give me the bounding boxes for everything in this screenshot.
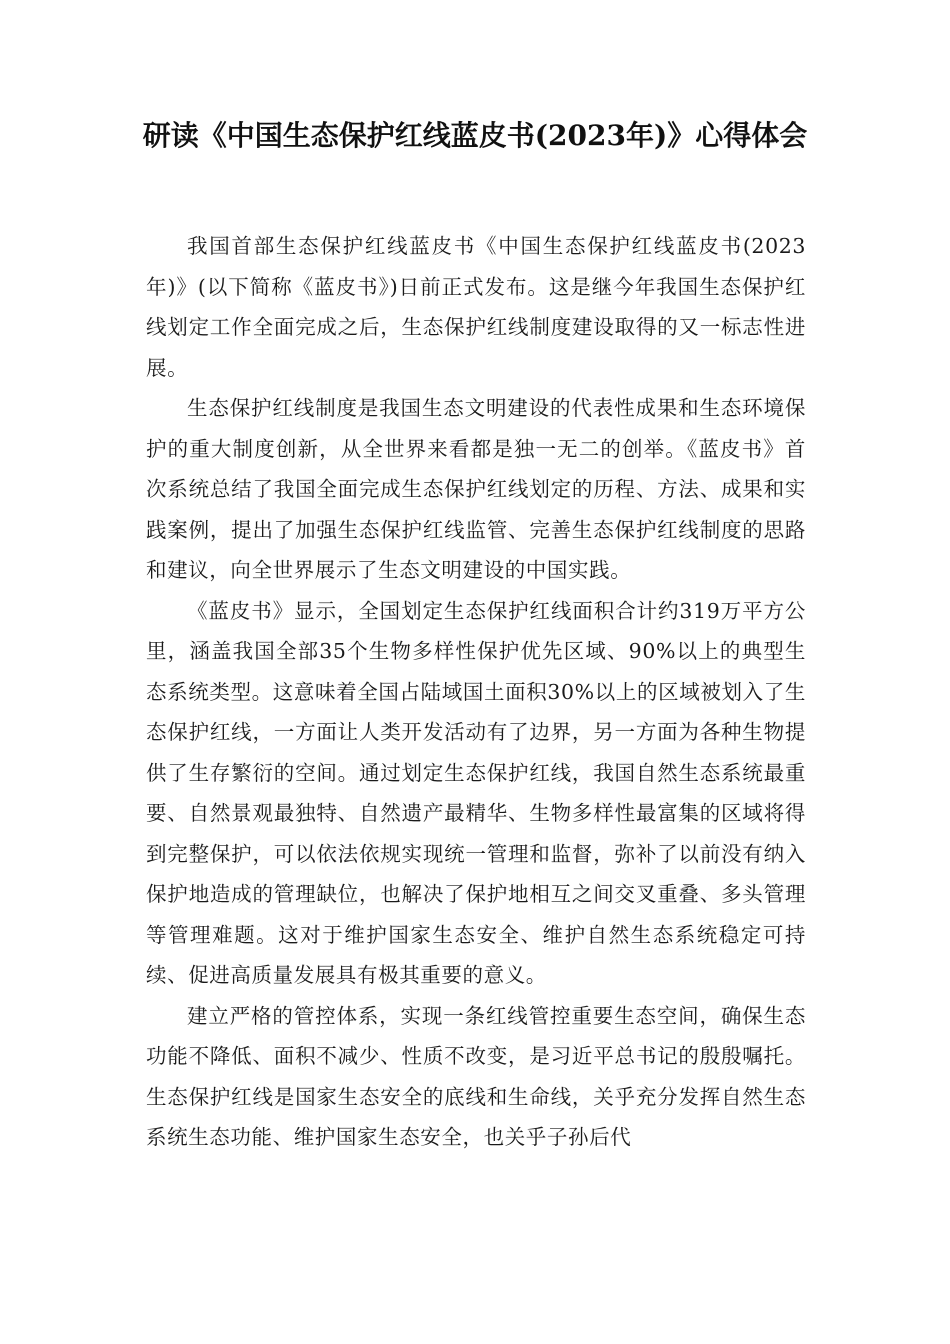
document-title: 研读《中国生态保护红线蓝皮书(2023年)》心得体会 bbox=[142, 119, 808, 152]
document-body bbox=[146, 226, 806, 1158]
paragraph-1: 我国首部生态保护红线蓝皮书《中国生态保护红线蓝皮书(2023年)》(以下简称《蓝皮书》)日前正式发布。这是继今年我国生态保护红线划定工作全面完成之后，生态保护红线制度建设取得的又一标志性进展。 bbox=[146, 234, 806, 380]
paragraph-2: 生态保护红线制度是我国生态文明建设的代表性成果和生态环境保护的重大制度创新，从全世界来看都是独一无二的创举。《蓝皮书》首次系统总结了我国全面完成生态保护红线划定的历程、方法、成果和实践案例，提出了加强生态保护红线监管、完善生态保护红线制度的思路和建议，向全世界展示了生态文明建设的中国实践。 bbox=[146, 396, 806, 582]
paragraph-3: 《蓝皮书》显示，全国划定生态保护红线面积合计约319万平方公里，涵盖我国全部35个生物多样性保护优先区域、90%以上的典型生态系统类型。这意味着全国占陆域国土面积30%以上的区域被划入了生态保护红线，一方面让人类开发活动有了边界，另一方面为各种生物提供了生存繁衍的空间。通过划定生态保护红线，我国自然生态系统最重要、自然景观最独特、自然遗产最精华、生物多样性最富集的区域将得到完整保护，可以依法依规实现统一管理和监督，弥补了以前没有纳入保护地造成的管理缺位，也解决了保护地相互之间交叉重叠、多头管理等管理难题。这对于维护国家生态安全、维护自然生态系统稳定可持续、促进高质量发展具有极其重要的意义。 bbox=[146, 598, 806, 987]
paragraph-4: 建立严格的管控体系，实现一条红线管控重要生态空间，确保生态功能不降低、面积不减少、性质不改变，是习近平总书记的殷殷嘱托。生态保护红线是国家生态安全的底线和生命线，关乎充分发挥自然生态系统生态功能、维护国家生态安全，也关乎子孙后代 bbox=[146, 1003, 806, 1149]
